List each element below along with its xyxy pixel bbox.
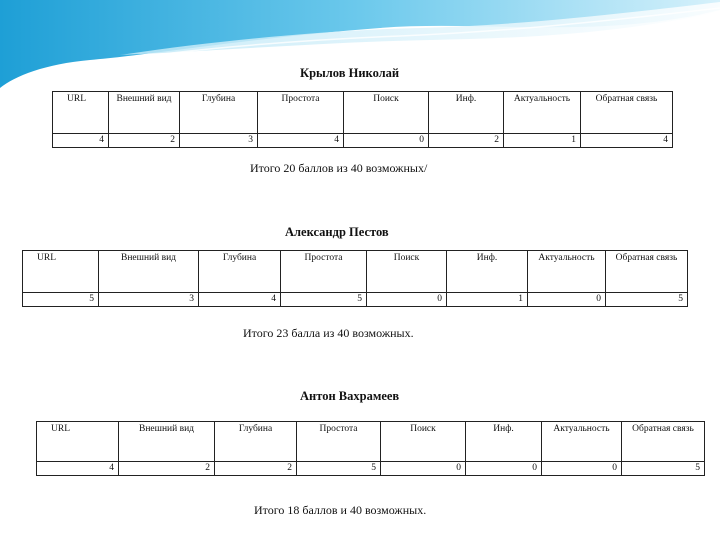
value-cell: 0 — [542, 462, 622, 476]
value-cell: 5 — [606, 293, 688, 307]
value-cell: 4 — [199, 293, 281, 307]
value-cell: 2 — [215, 462, 297, 476]
value-cell: 0 — [367, 293, 447, 307]
col-relevance: Актуальность — [504, 92, 581, 134]
col-info: Инф. — [429, 92, 504, 134]
col-simplicity: Простота — [258, 92, 344, 134]
value-cell: 5 — [297, 462, 381, 476]
score-table-pestov — [22, 250, 688, 307]
value-cell: 2 — [429, 134, 504, 148]
section-title-vakhrameev: Антон Вахрамеев — [300, 389, 400, 403]
col-url: URL — [53, 92, 109, 134]
value-cell: 2 — [109, 134, 180, 148]
col-feedback: Обратная связь — [622, 422, 705, 462]
col-search: Поиск — [381, 422, 466, 462]
col-depth: Глубина — [199, 251, 281, 293]
col-simplicity: Простота — [281, 251, 367, 293]
value-cell: 1 — [447, 293, 528, 307]
value-cell: 3 — [180, 134, 258, 148]
col-appearance: Внешний вид — [119, 422, 215, 462]
col-relevance: Актуальность — [542, 422, 622, 462]
value-cell: 0 — [466, 462, 542, 476]
value-cell: 4 — [581, 134, 673, 148]
col-url: URL — [37, 422, 119, 462]
col-feedback: Обратная связь — [606, 251, 688, 293]
value-cell: 5 — [622, 462, 705, 476]
col-info: Инф. — [466, 422, 542, 462]
score-table-vakhrameev — [36, 421, 705, 476]
section-title-pestov: Александр Пестов — [285, 225, 389, 239]
col-depth: Глубина — [215, 422, 297, 462]
value-cell: 2 — [119, 462, 215, 476]
score-table-krylov — [52, 91, 673, 148]
col-appearance: Внешний вид — [99, 251, 199, 293]
total-pestov: Итого 23 балла из 40 возможных. — [243, 326, 414, 340]
col-appearance: Внешний вид — [109, 92, 180, 134]
section-title-krylov: Крылов Николай — [300, 66, 400, 80]
col-depth: Глубина — [180, 92, 258, 134]
value-cell: 5 — [281, 293, 367, 307]
total-vakhrameev: Итого 18 баллов и 40 возможных. — [254, 503, 427, 517]
col-search: Поиск — [367, 251, 447, 293]
col-search: Поиск — [344, 92, 429, 134]
value-cell: 1 — [504, 134, 581, 148]
value-cell: 3 — [99, 293, 199, 307]
value-cell: 4 — [37, 462, 119, 476]
value-cell: 0 — [381, 462, 466, 476]
value-cell: 4 — [258, 134, 344, 148]
value-cell: 5 — [23, 293, 99, 307]
col-feedback: Обратная связь — [581, 92, 673, 134]
col-relevance: Актуальность — [528, 251, 606, 293]
total-krylov: Итого 20 баллов из 40 возможных/ — [250, 161, 428, 175]
col-url: URL — [23, 251, 99, 293]
col-info: Инф. — [447, 251, 528, 293]
col-simplicity: Простота — [297, 422, 381, 462]
value-cell: 0 — [344, 134, 429, 148]
value-cell: 0 — [528, 293, 606, 307]
value-cell: 4 — [53, 134, 109, 148]
